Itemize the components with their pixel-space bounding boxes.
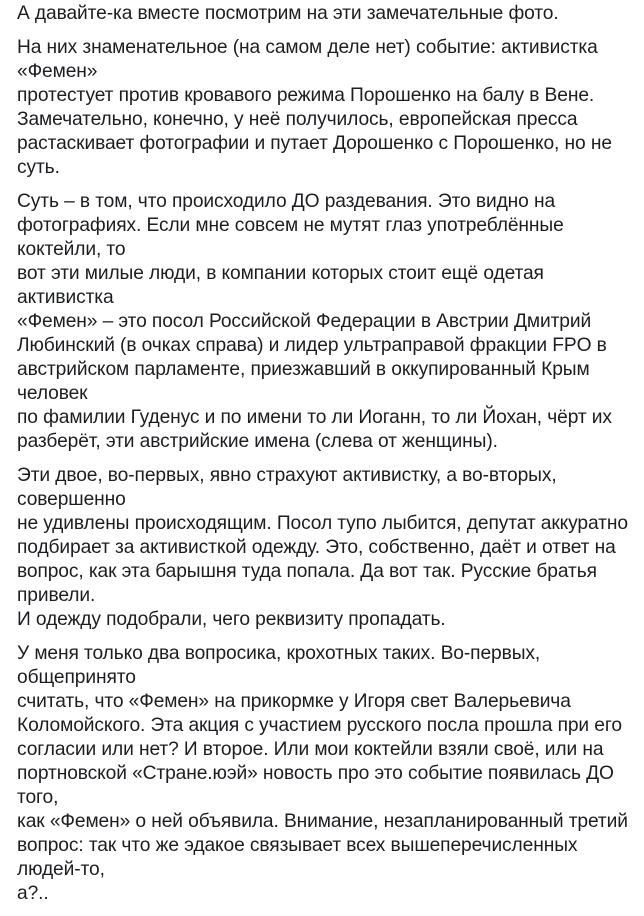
post-paragraph-5: У меня только два вопросика, крохотных таких. Во-первых, общепринято считать, что «Фемен» на прикормке у Игоря свет Валерьевича Коломойского. Эта акция с участием русского посла прошла при его согласии или нет? И второе. Или мои коктейли взяли своё, или на портновской «Стране.юэй» новость про это событие появилась ДО того, как «Фемен» о ней объявила. Внимание, незапланированный третий вопрос: так что же эдакое связывает всех вышеперечисленных людей-то, а?.. [17,643,628,904]
post-paragraph-2: На них знаменательное (на самом деле нет) событие: активистка «Фемен» протестует против кровавого режима Порошенко на балу в Вене. Замечательно, конечно, у неё получилось, европейская пресса растаскивает фотографии и путает Дорошенко с Порошенко, но не суть. [17,37,612,178]
post-paragraph-4: Эти двое, во-первых, явно страхуют активистку, а во-вторых, совершенно не удивлены происходящим. Посол тупо лыбится, депутат аккуратно подбирает за активисткой одежду. Это, собственно, даёт и ответ на вопрос, как эта барышня туда попала. Да вот так. Русские братья привели. И одежду подобрали, чего реквизиту пропадать. [17,465,628,630]
post-paragraph-3: Суть – в том, что происходило ДО раздевания. Это видно на фотографиях. Если мне совсем не мутят глаз употреблённые коктейли, то вот эти милые люди, в компании которых стоит ещё одетая активистка «Фемен» – это посол Российской Федерации в Австрии Дмитрий Любинский (в очках справа) и лидер ультраправой фракции FPO в австрийском парламенте, приезжавший в оккупированный Крым человек по фамилии Гуденус и по имени то ли Иоганн, то ли Йохан, чёрт их разберёт, эти австрийские имена (слева от женщины). [17,191,612,452]
post-paragraph-1: А давайте-ка вместе посмотрим на эти замечательные фото. [17,3,559,24]
post-body [17,2,641,916]
